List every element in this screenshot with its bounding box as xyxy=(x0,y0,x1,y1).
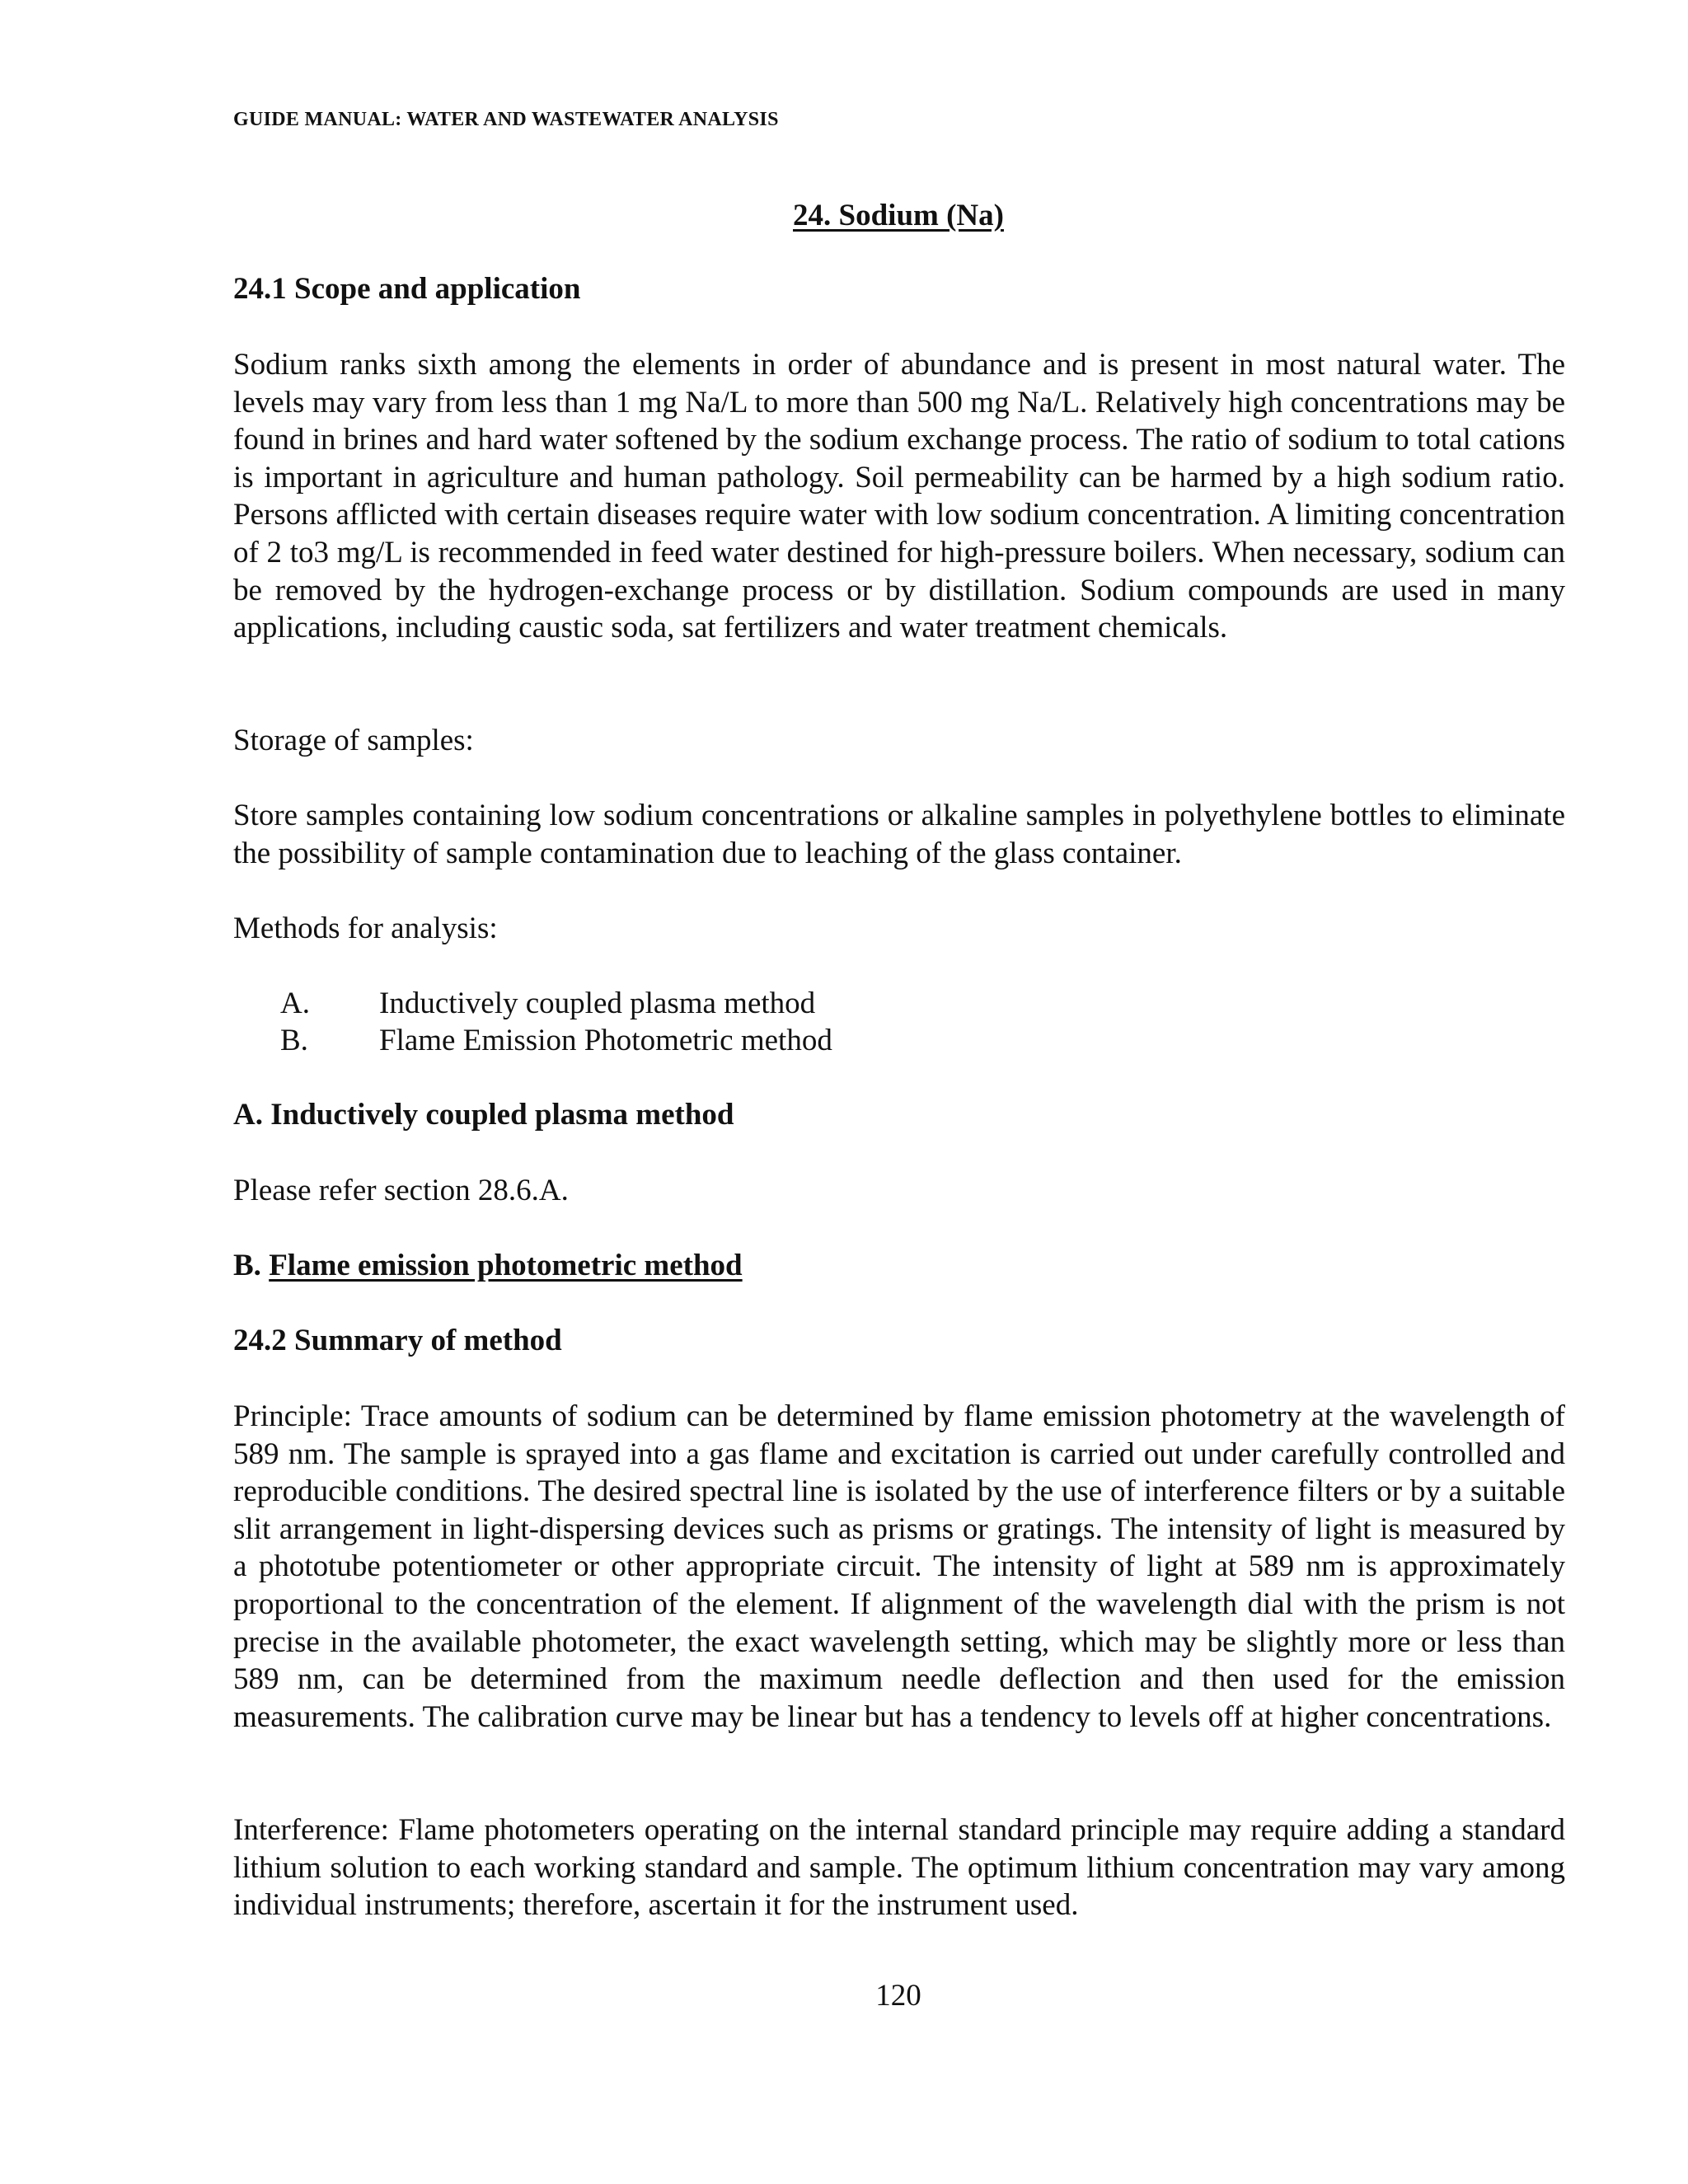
method-b-prefix: B. xyxy=(233,1249,270,1282)
chapter-title: 24. Sodium (Na) xyxy=(793,199,1004,232)
method-b-heading xyxy=(233,1247,1565,1284)
storage-paragraph: Store samples containing low sodium concentrations or alkaline samples in polyethylene bottles to eliminate the possibility of sample contamination due to leaching of the glass container. xyxy=(233,799,1565,870)
section-24-1-heading: 24.1 Scope and application xyxy=(233,272,581,306)
principle-paragraph: Principle: Trace amounts of sodium can be determined by flame emission photometry at the wavelength of 589 nm. The sample is sprayed into a gas flame and excitation is carried out under carefully controlled and reproducible conditions. The desired spectral line is isolated by the use of interference filters or by a suitable slit arrangement in light-dispersing devices such as prisms or gratings. The intensity of light is measured by a phototube potentiometer or other appropriate circuit. The intensity of light at 589 nm is approximately proportional to the concentration of the element. If alignment of the wavelength dial with the prism is not precise in the available photometer, the exact wavelength setting, which may be slightly more or less than 589 nm, can be determined from the maximum needle deflection and then used for the emission measurements. The calibration curve may be linear but has a tendency to levels off at higher concentrations. xyxy=(233,1399,1565,1734)
method-list-text: Flame Emission Photometric method xyxy=(379,1024,832,1057)
section-24-2-heading: 24.2 Summary of method xyxy=(233,1324,562,1357)
methods-label: Methods for analysis: xyxy=(233,912,498,945)
method-list-text: Inductively coupled plasma method xyxy=(379,987,816,1020)
method-a-reference: Please refer section 28.6.A. xyxy=(233,1174,569,1207)
method-list-letter: A. xyxy=(280,987,310,1020)
interference-paragraph: Interference: Flame photometers operating on the internal standard principle may require adding a standard lithium solution to each working standard and sample. The optimum lithium concentration may vary among individual instruments; therefore, ascertain it for the instrument used. xyxy=(233,1813,1565,1923)
method-list-item xyxy=(280,985,815,1022)
scope-paragraph: Sodium ranks sixth among the elements in order of abundance and is present in most natural water. The levels may vary from less than 1 mg Na/L to more than 500 mg Na/L. Relatively high concentrations may be found in brines and hard water softened by the sodium exchange process. The ratio of sodium to total cations is important in agriculture and human pathology. Soil permeability can be harmed by a high sodium ratio. Persons afflicted with certain diseases require water with low sodium concentration. A limiting concentration of 2 to3 mg/L is recommended in feed water destined for high-pressure boilers. When necessary, sodium can be removed by the hydrogen-exchange process or by distillation. Sodium compounds are used in many applications, including caustic soda, sat fertilizers and water treatment chemicals. xyxy=(233,348,1565,645)
page-number: 120 xyxy=(875,1979,921,2013)
running-header: GUIDE MANUAL: WATER AND WASTEWATER ANALYSIS xyxy=(233,109,779,130)
method-a-heading: A. Inductively coupled plasma method xyxy=(233,1098,734,1132)
storage-label: Storage of samples: xyxy=(233,724,474,757)
method-b-title: Flame emission photometric method xyxy=(269,1249,743,1282)
method-list-item xyxy=(280,1022,832,1059)
method-list-letter: B. xyxy=(280,1024,308,1057)
